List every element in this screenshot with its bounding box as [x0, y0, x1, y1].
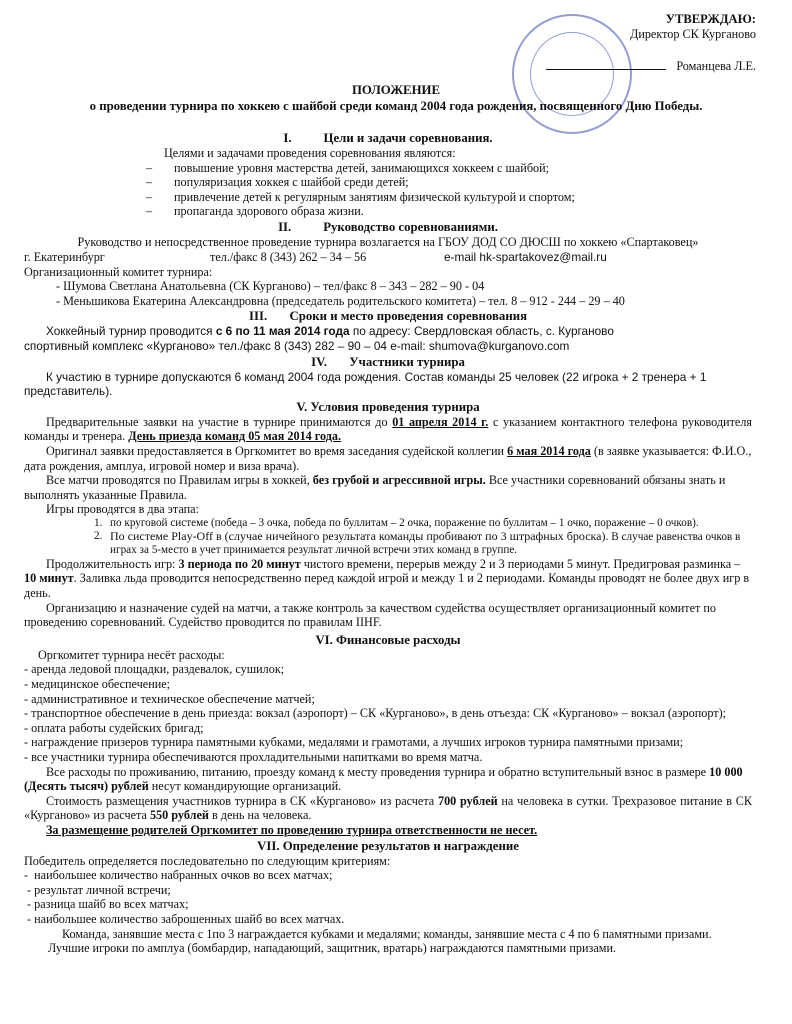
- goal-item: – привлечение детей к регулярным занятиям физической культурой и спортом;: [24, 190, 752, 205]
- tournament-dates: с 6 по 11 мая 2014 года: [215, 324, 350, 339]
- stage-item: 1. по круговой системе (победа – 3 очка, победа по буллитам – 2 очка, поражение по буллитам – 1 очко, поражение – 0 очков).: [94, 516, 699, 529]
- expense-item: - аренда ледовой площадки, раздевалок, сушилок;: [24, 662, 285, 677]
- approval-position: Директор СК Курганово: [630, 26, 756, 41]
- section-3-heading: III. Сроки и место проведения соревнования: [249, 309, 527, 324]
- city: г. Екатеринбург: [24, 249, 105, 264]
- committee-date: 6 мая 2014 года: [507, 443, 591, 458]
- criterion-item: - разница шайб во всех матчах;: [24, 897, 189, 912]
- section-7-paragraph-2: Лучшие игроки по амплуа (бомбардир, нападающий, защитник, вратарь) награждаются памятными призами.: [48, 941, 617, 956]
- entry-fee: 10 000 (Десять тысяч) рублей: [24, 764, 743, 794]
- section-1-intro: Целями и задачами проведения соревнования являются:: [164, 146, 456, 160]
- committee-member: - Меньшикова Екатерина Александровна (председатель родительского комитета) – тел. 8 – 912 - 244 – 29 – 40: [56, 293, 625, 308]
- document-subtitle: о проведении турнира по хоккею с шайбой среди команд 2004 года рождения, посвященного Дню Победы.: [89, 99, 703, 113]
- section-6-heading: VI. Финансовые расходы: [315, 632, 461, 647]
- committee-member: - Шумова Светлана Анатольевна (СК Курганово) – тел/факс 8 – 343 – 282 – 90 - 04: [56, 279, 485, 294]
- committee-label: Организационный комитет турнира:: [24, 264, 213, 279]
- signature-line: [546, 69, 666, 70]
- section-3-paragraph: Хоккейный турнир проводится с 6 по 11 мая 2014 года по адресу: Свердловская область, с. Курганово: [46, 324, 614, 339]
- section-7-heading: VII. Определение результатов и награждение: [257, 838, 519, 853]
- goal-item: – повышение уровня мастерства детей, занимающихся хоккеем с шайбой;: [24, 161, 752, 176]
- expense-item: - медицинское обеспечение;: [24, 677, 171, 692]
- criterion-item: - результат личной встречи;: [24, 882, 171, 897]
- arrival-day: День приезда команд 05 мая 2014 года.: [128, 429, 342, 444]
- approval-block: [456, 12, 756, 74]
- section-1-heading: I. Цели и задачи соревнования.: [283, 131, 493, 145]
- section-7-paragraph-1: Команда, занявшие места с 1по 3 награждается кубками и медалями; команды, занявшие места с 4 по 6 памятными призами.: [62, 926, 712, 941]
- meal-price: 550 рублей: [149, 808, 209, 823]
- parents-disclaimer: За размещение родителей Оргкомитет по проведению турнира ответственности не несет.: [46, 822, 538, 837]
- goal-item: – популяризация хоккея с шайбой среди детей;: [24, 175, 752, 190]
- document-body: [24, 130, 752, 956]
- goal-item: – пропаганда здорового образа жизни.: [24, 204, 752, 219]
- section-6-paragraph-2: Стоимость размещения участников турнира в СК «Курганово» из расчета 700 рублей на человека в сутки. Трехразовое питание в СК «Курганово» из расчета 550 рублей в день на человека.: [24, 793, 752, 823]
- phone: тел./факс 8 (343) 262 – 34 – 56: [210, 249, 367, 264]
- section-4-paragraph: К участию в турнире допускаются 6 команд 2004 года рождения. Состав команды 25 человек (22 игрока + 2 тренера + 1 представитель).: [24, 369, 707, 399]
- section-4-heading: IV. Участники турнира: [311, 354, 465, 369]
- section-3-contacts: спортивный комплекс «Курганово» тел./факс 8 (343) 282 – 90 – 04 e-mail: shumova@kurganovo.com: [24, 338, 570, 353]
- application-deadline: 01 апреля 2014 г.: [392, 414, 489, 429]
- document-title: ПОЛОЖЕНИЕ: [351, 83, 441, 97]
- section-5-paragraph-3: Все матчи проводятся по Правилам игры в хоккей, без грубой и агрессивной игры. Все участники соревнований обязаны знать и выполнять указанные Правила.: [24, 473, 726, 502]
- accommodation-price: 700 рублей: [437, 793, 498, 808]
- expense-item: - транспортное обеспечение в день приезда: вокзал (аэропорт) – СК «Курганово», в день отъезда: СК «Курганово» – вокзал (аэропорт);: [24, 706, 727, 721]
- section-6-intro: Оргкомитет турнира несёт расходы:: [38, 647, 225, 662]
- expense-item: - награждение призеров турнира памятными кубками, медалями и грамотами, а лучших игроков турнира памятными призами;: [24, 735, 684, 750]
- approval-label: УТВЕРЖДАЮ:: [665, 12, 756, 26]
- section-5-heading: V. Условия проведения турнира: [296, 399, 480, 414]
- approval-signer: Романцева Л.Е.: [676, 59, 756, 74]
- section-6-paragraph-1: Все расходы по проживанию, питанию, проезду команд к месту проведения турнира и обратно вступительный взнос в размере 10 000 (Десять тысяч) рублей несут командирующие организаций.: [24, 764, 743, 794]
- criterion-item: - наибольшее количество набранных очков во всех матчах;: [24, 868, 333, 883]
- criterion-item: - наибольшее количество заброшенных шайб во всех матчах.: [24, 911, 345, 926]
- expense-item: - все участники турнира обеспечиваются прохладительными напитками во время матча.: [24, 750, 483, 764]
- stage-item: 2. По системе Play-Off в (случае ничейного результата команды пробивают по 3 штрафных броска). В случае равенства очков в играх за 5-место в учет принимается результат личной встречи этих команд в группе.: [94, 528, 741, 556]
- section-5-paragraph-1: Предварительные заявки на участие в турнире принимаются до 01 апреля 2014 г. с указанием контактного телефона руководителя команды и тренера. День приезда команд 05 мая 2014 года.: [24, 414, 753, 444]
- section-5-paragraph-6: Организацию и назначение судей на матчи, а также контроль за качеством судейства осуществляет организационный комитет по проведению соревнований. Судейство проводится по правилам IIHF.: [24, 600, 717, 630]
- expense-item: - оплата работы судейских бригад;: [24, 720, 204, 735]
- email: e-mail hk-spartakovez@mail.ru: [444, 249, 607, 264]
- section-5-paragraph-4: Игры проводятся в два этапа:: [46, 502, 199, 517]
- section-5-paragraph-2: Оригинал заявки предоставляется в Оргкомитет во время заседания судейской коллегии 6 мая 2014 года (в заявке указывается: Ф.И.О., дата рождения, амплуа, игровой номер и виза врача).: [24, 443, 752, 473]
- section-5-paragraph-5: Продолжительность игр: 3 периода по 20 минут чистого времени, перерыв между 2 и 3 периодами 5 минут. Предигровая разминка – 10 минут. Заливка льда проводится непосредственно перед каждой игрой и между 1 и 2 периодами. Команды проводят не более двух игр в день.: [24, 556, 750, 601]
- section-2-heading: II. Руководство соревнованиями.: [278, 219, 498, 234]
- document-title-block: [0, 82, 792, 114]
- section-7-intro: Победитель определяется последовательно по следующим критериям:: [24, 853, 391, 868]
- expense-item: - административное и техническое обеспечение матчей;: [24, 691, 315, 706]
- section-2-paragraph: Руководство и непосредственное проведение турнира возлагается на ГБОУ ДОД СО ДЮСШ по хоккею «Спартаковец»: [77, 234, 699, 249]
